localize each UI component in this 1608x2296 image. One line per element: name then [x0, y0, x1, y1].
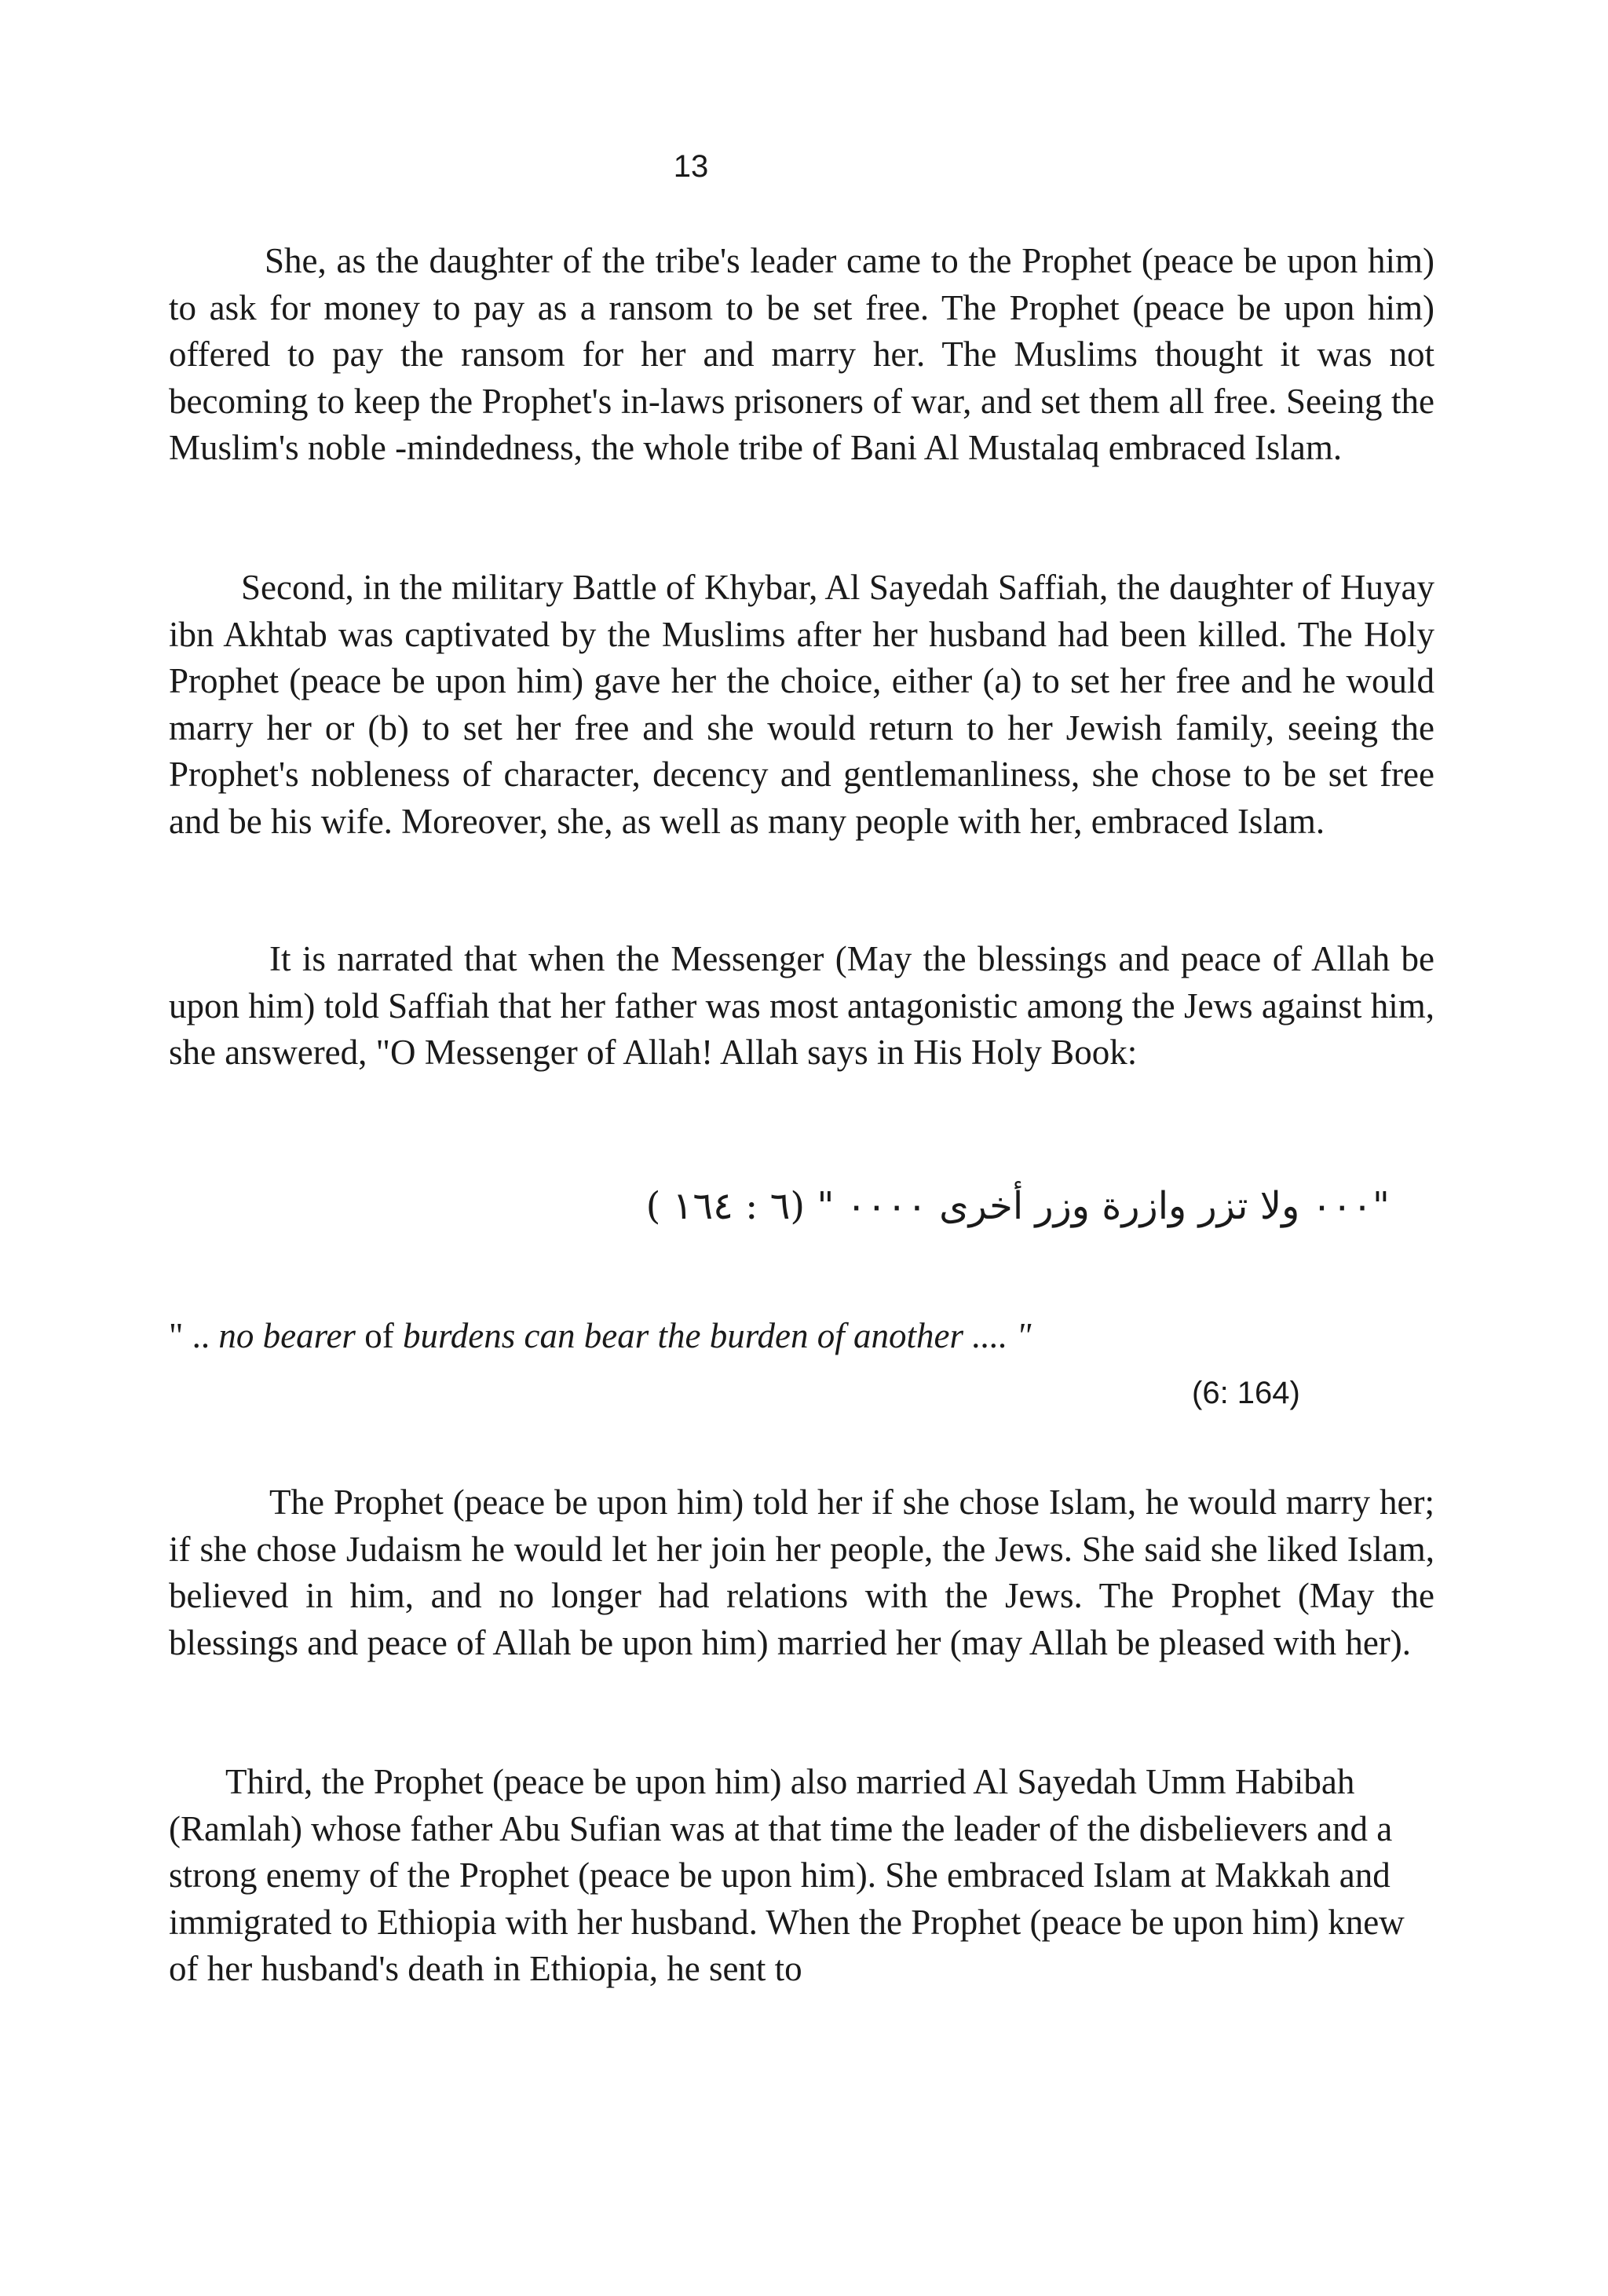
arabic-verse: "٠٠٠ ولا تزر وازرة وزر أخرى ٠٠٠٠ " (٦ : ١٦٤ ) — [645, 1184, 1390, 1228]
verse-reference: (6: 164) — [1192, 1376, 1300, 1410]
page-number: 13 — [673, 149, 709, 184]
paragraph-umm-habibah: Third, the Prophet (peace be upon him) also married Al Sayedah Umm Habibah (Ramlah) whose father Abu Sufian was at that time the leader of the disbelievers and a strong enemy of the Prophet (peace be upon him). She embraced Islam at Makkah and immigrated to Ethiopia with her husband. When the Prophet (peace be upon him) knew of her husband's death in Ethiopia, he sent to — [169, 1762, 1405, 1988]
paragraph-prophet-choice: The Prophet (peace be upon him) told her if she chose Islam, he would marry her; if she chose Judaism he would let her join her people, the Jews. She said she liked Islam, believed in him, and no longer had relations with the Jews. The Prophet (May the blessings and peace of Allah be upon him) married her (may Allah be pleased with her). — [169, 1483, 1434, 1662]
translation-italic-1: no bearer — [218, 1316, 356, 1355]
paragraph-tribe-leader-daughter: She, as the daughter of the tribe's leader came to the Prophet (peace be upon him) to ask for money to pay as a ransom to be set free. The Prophet (peace be upon him) offered to pay the ransom for her and marry her. The Muslims thought it was not becoming to keep the Prophet's in-laws prisoners of war, and set them all free. Seeing the Muslim's noble -mindedness, the whole tribe of Bani Al Mustalaq embraced Islam. — [169, 241, 1434, 467]
paragraph-battle-of-khybar: Second, in the military Battle of Khybar, Al Sayedah Saffiah, the daughter of Huyay ibn Akhtab was captivated by the Muslims after her husband had been killed. The Holy Prophet (peace be upon him) gave her the choice, either (a) to set her free and he would marry her or (b) to set her free and she would return to her Jewish family, seeing the Prophet's nobleness of character, decency and gentlemanliness, she chose to be set free and be his wife. Moreover, she, as well as many people with her, embraced Islam. — [169, 568, 1434, 841]
paragraph-saffiah-narration: It is narrated that when the Messenger (May the blessings and peace of Allah be upon him) told Saffiah that her father was most antagonistic among the Jews against him, she answered, "O Messenger of Allah! Allah says in His Holy Book: — [169, 939, 1434, 1072]
verse-translation — [169, 1315, 1031, 1356]
translation-open-quote: " .. — [169, 1316, 219, 1355]
translation-plain: of — [355, 1316, 403, 1355]
translation-italic-2: burdens can bear the burden of another .... " — [402, 1316, 1032, 1355]
